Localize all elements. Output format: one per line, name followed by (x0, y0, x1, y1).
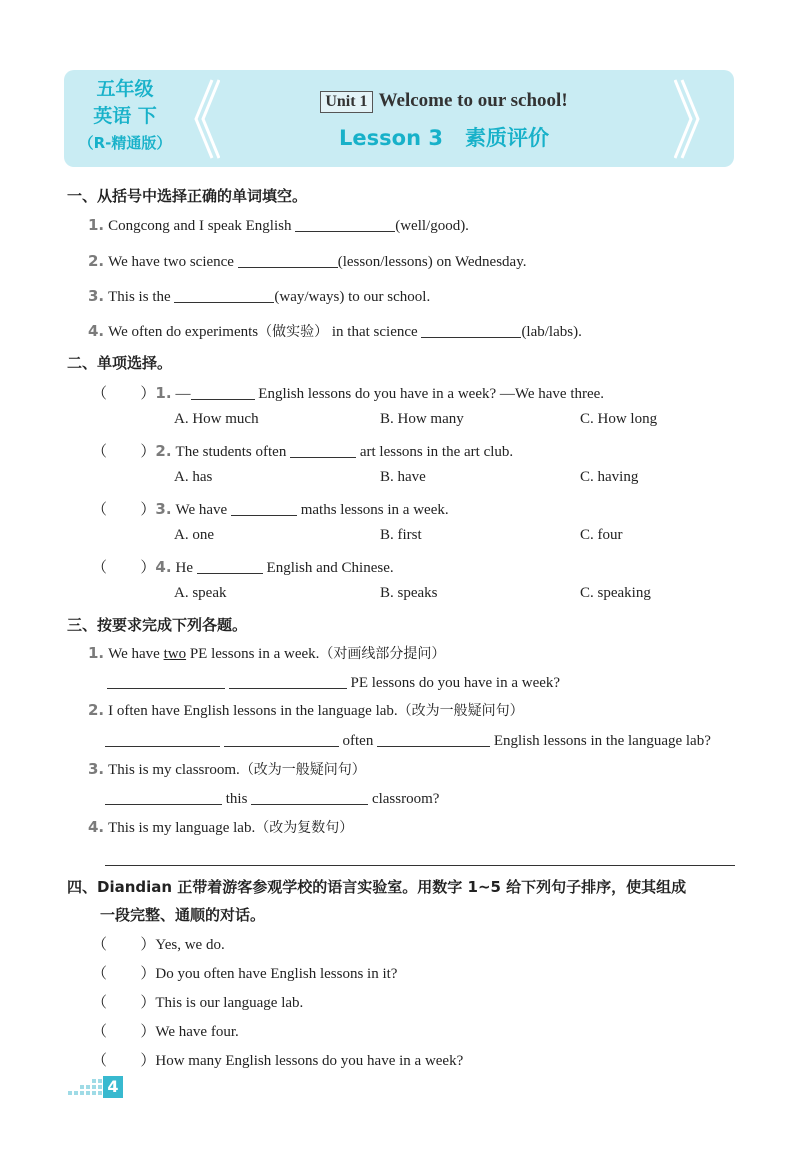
answer-blank[interactable] (290, 441, 356, 458)
answer-bracket[interactable]: （ ） (92, 442, 156, 460)
s1-item-1 (88, 215, 469, 235)
item-text: (lab/labs). (521, 324, 582, 340)
chevron-left-icon (190, 78, 220, 160)
underlined-word: two (163, 646, 187, 662)
item-text: English lessons do you have in a week? —We have three. (254, 386, 605, 402)
s2-question-4 (92, 556, 394, 577)
section1-title: 一、从括号中选择正确的单词填空。 (67, 187, 308, 205)
item-hint: （对画线部分提问） (319, 646, 446, 662)
s4-item-4 (92, 1020, 239, 1041)
item-number: 3. (155, 500, 172, 518)
item-number: 1. (155, 384, 172, 402)
answer-blank[interactable] (197, 557, 263, 574)
item-text: Congcong and I speak English (108, 218, 296, 234)
subject-text: 英语 下 (93, 105, 157, 127)
answer-bracket[interactable]: （ ） (92, 935, 156, 953)
dialogue-line: Yes, we do. (155, 937, 225, 953)
unit-label: Unit 1 (320, 91, 372, 113)
option-b[interactable]: B. have (380, 469, 426, 485)
answer-blank[interactable] (377, 730, 490, 747)
answer-bracket[interactable]: （ ） (92, 1051, 156, 1069)
item-number: 2. (88, 252, 105, 270)
option-a[interactable]: A. speak (174, 585, 227, 601)
answer-blank[interactable] (229, 672, 347, 689)
item-text: often (338, 733, 378, 749)
item-text: in that science (328, 324, 422, 340)
answer-bracket[interactable]: （ ） (92, 500, 156, 518)
item-text: classroom? (368, 791, 440, 807)
lesson-number: Lesson 3 (339, 126, 443, 150)
answer-blank[interactable] (421, 321, 521, 338)
answer-blank[interactable] (295, 215, 395, 232)
item-hint: （改为一般疑问句） (397, 703, 524, 719)
s2-question-2 (92, 440, 513, 461)
dialogue-line: We have four. (155, 1024, 239, 1040)
s4-item-2 (92, 962, 397, 983)
item-text: We have two science (108, 254, 238, 270)
option-a[interactable]: A. one (174, 527, 214, 543)
option-b[interactable]: B. speaks (380, 585, 438, 601)
s1-item-4 (88, 321, 582, 341)
s4-item-1 (92, 933, 225, 954)
option-c[interactable]: C. How long (580, 411, 658, 427)
item-number: 2. (155, 442, 172, 460)
item-text: this (222, 791, 252, 807)
option-c[interactable]: C. having (580, 469, 639, 485)
answer-blank[interactable] (174, 286, 274, 303)
answer-blank[interactable] (107, 672, 225, 689)
page-number: 4 (103, 1076, 123, 1098)
item-number: 4. (88, 322, 105, 340)
answer-bracket[interactable]: （ ） (92, 1022, 156, 1040)
s4-item-3 (92, 991, 303, 1012)
item-number: 1. (88, 644, 105, 662)
s3-answer-3 (105, 788, 439, 808)
option-a[interactable]: A. has (174, 469, 213, 485)
dialogue-line: Do you often have English lessons in it? (155, 966, 398, 982)
grade-text: 五年级 (96, 78, 154, 100)
item-text: I often have English lessons in the language lab. (108, 703, 398, 719)
s3-item-4 (88, 817, 353, 837)
item-text: (lesson/lessons) on Wednesday. (337, 254, 527, 270)
s3-item-1 (88, 643, 445, 663)
item-text: This is my classroom. (108, 762, 240, 778)
grade-label (66, 76, 184, 157)
item-text: English lessons in the language lab? (490, 733, 711, 749)
item-text: We often do experiments (108, 324, 259, 340)
s3-answer-1 (107, 672, 560, 692)
unit-title-text: Welcome to our school! (378, 90, 568, 111)
item-text: PE lessons do you have in a week? (346, 675, 561, 691)
dialogue-line: How many English lessons do you have in a week? (155, 1053, 464, 1069)
s2-question-1 (92, 382, 604, 403)
item-text: This is my language lab. (108, 820, 256, 836)
option-b[interactable]: B. How many (380, 411, 464, 427)
section4-title: 四、Diandian 正带着游客参观学校的语言实验室。用数字 1~5 给下列句子排序，使其组成 (67, 878, 687, 896)
answer-blank[interactable] (105, 788, 222, 805)
item-text: PE lessons in a week. (186, 646, 320, 662)
item-number: 3. (88, 760, 105, 778)
item-hint: （做实验） (258, 324, 329, 340)
section4-title-cont: 一段完整、通顺的对话。 (100, 906, 266, 924)
item-text: This is the (108, 289, 175, 305)
dialogue-line: This is our language lab. (155, 995, 304, 1011)
option-a[interactable]: A. How much (174, 411, 259, 427)
section3-title: 三、按要求完成下列各题。 (67, 616, 248, 634)
answer-blank[interactable] (105, 730, 220, 747)
answer-blank[interactable] (191, 383, 255, 400)
item-number: 2. (88, 701, 105, 719)
s1-item-3 (88, 286, 430, 306)
option-b[interactable]: B. first (380, 527, 422, 543)
answer-blank[interactable] (231, 499, 297, 516)
s4-item-5 (92, 1049, 463, 1070)
item-text: The students often (175, 444, 291, 460)
item-text: We have (108, 646, 164, 662)
item-text: — (175, 386, 191, 402)
option-c[interactable]: C. four (580, 527, 623, 543)
option-c[interactable]: C. speaking (580, 585, 651, 601)
answer-blank[interactable] (224, 730, 339, 747)
item-number: 4. (88, 818, 105, 836)
item-text: art lessons in the art club. (356, 444, 514, 460)
answer-line[interactable] (105, 865, 735, 866)
item-text: (way/ways) to our school. (274, 289, 431, 305)
answer-bracket[interactable]: （ ） (92, 993, 156, 1011)
item-number: 3. (88, 287, 105, 305)
answer-blank[interactable] (238, 251, 338, 268)
s3-item-3 (88, 759, 366, 779)
item-text: English and Chinese. (262, 560, 394, 576)
answer-bracket[interactable]: （ ） (92, 558, 156, 576)
answer-bracket[interactable]: （ ） (92, 384, 156, 402)
edition-text: （R-精通版） (78, 134, 172, 152)
unit-title (224, 90, 664, 113)
s3-answer-2 (105, 730, 711, 750)
item-text: (well/good). (395, 218, 469, 234)
answer-blank[interactable] (251, 788, 368, 805)
lesson-subtitle: 素质评价 (464, 126, 549, 150)
chevron-right-icon (674, 78, 704, 160)
s1-item-2 (88, 251, 527, 271)
item-hint: （改为复数句） (255, 820, 354, 836)
item-number: 4. (155, 558, 172, 576)
item-text: We have (175, 502, 231, 518)
item-hint: （改为一般疑问句） (239, 762, 366, 778)
section2-title: 二、单项选择。 (67, 354, 173, 372)
item-text: He (175, 560, 197, 576)
s3-item-2 (88, 700, 524, 720)
answer-bracket[interactable]: （ ） (92, 964, 156, 982)
item-text: maths lessons in a week. (296, 502, 449, 518)
s2-question-3 (92, 498, 449, 519)
item-number: 1. (88, 216, 105, 234)
lesson-title (224, 122, 664, 152)
header-banner (64, 70, 734, 167)
